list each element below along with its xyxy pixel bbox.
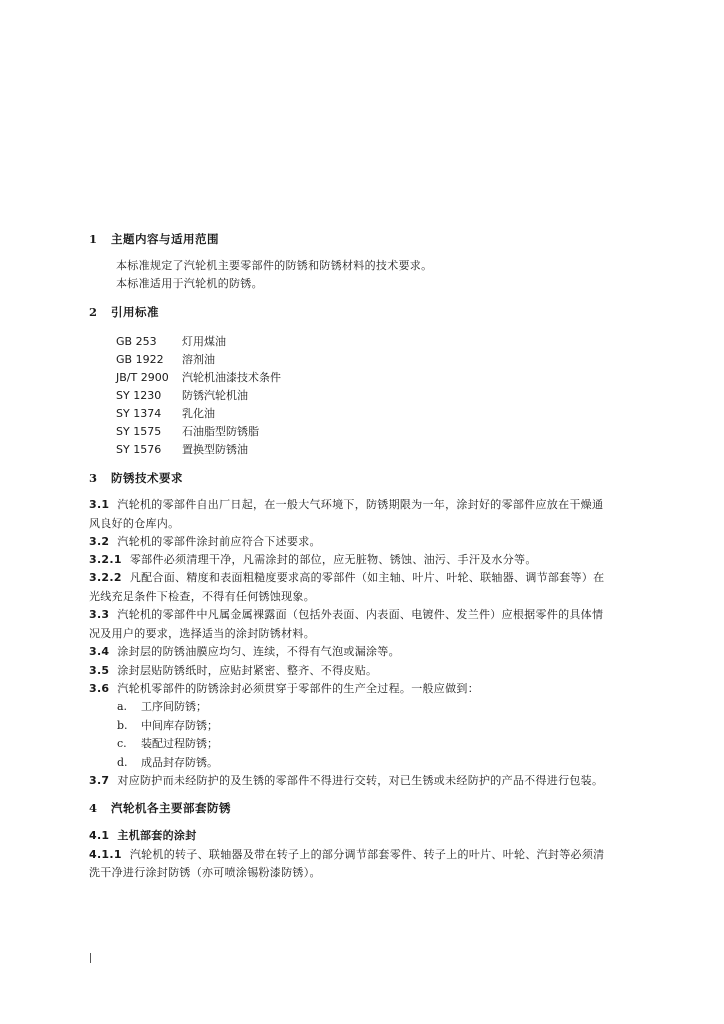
list-item: c. 装配过程防锈；: [117, 737, 218, 750]
clause-3-1-continued: 风良好的仓库内。: [89, 517, 180, 530]
scope-paragraph-1: 本标准规定了汽轮机主要零部件的防锈和防锈材料的技术要求。: [116, 259, 433, 272]
section-heading-2: 2 引用标准: [89, 305, 159, 319]
margin-mark: [90, 953, 91, 963]
clause-4-1: 4.1 主机部套的涂封: [89, 829, 197, 842]
reference-item: SY 1575 石油脂型防锈脂: [116, 425, 259, 438]
scope-paragraph-2: 本标准适用于汽轮机的防锈。: [116, 277, 263, 290]
clause-3-2-1: 3.2.1 零部件必须清理干净，凡需涂封的部位，应无脏物、锈蚀、油污、手汗及水分等。: [89, 553, 537, 566]
clause-3-2: 3.2 汽轮机的零部件涂封前应符合下述要求。: [89, 535, 321, 548]
reference-item: JB/T 2900 汽轮机油漆技术条件: [116, 371, 281, 384]
section-heading-1: 1 主题内容与适用范围: [89, 232, 219, 246]
clause-3-2-2: 3.2.2 凡配合面、精度和表面粗糙度要求高的零部件（如主轴、叶片、叶轮、联轴器、调节部套等）在: [89, 571, 605, 584]
clause-3-6: 3.6 汽轮机零部件的防锈涂封必须贯穿于零部件的生产全过程。一般应做到：: [89, 682, 479, 695]
reference-item: GB 253 灯用煤油: [116, 335, 226, 348]
list-item: a. 工序间防锈；: [117, 700, 207, 713]
reference-item: SY 1230 防锈汽轮机油: [116, 389, 248, 402]
clause-3-3: 3.3 汽轮机的零部件中凡属金属裸露面（包括外表面、内表面、电镀件、发兰件）应根据零件的具体情: [89, 608, 604, 621]
clause-3-7: 3.7 对应防护而未经防护的及生锈的零部件不得进行交转，对已生锈或未经防护的产品不得进行包装。: [89, 774, 604, 787]
reference-item: GB 1922 溶剂油: [116, 353, 215, 366]
clause-3-2-2-continued: 光线充足条件下检查，不得有任何锈蚀现象。: [89, 590, 315, 603]
clause-3-3-continued: 况及用户的要求，选择适当的涂封防锈材料。: [89, 627, 315, 640]
clause-4-1-1-continued: 洗干净进行涂封防锈（亦可喷涂锡粉漆防锈）。: [89, 866, 321, 879]
clause-3-4: 3.4 涂封层的防锈油膜应均匀、连续，不得有气泡或漏涂等。: [89, 645, 400, 658]
list-item: b. 中间库存防锈；: [117, 719, 218, 732]
section-heading-4: 4 汽轮机各主要部套防锈: [89, 801, 231, 815]
reference-item: SY 1374 乳化油: [116, 407, 215, 420]
reference-item: SY 1576 置换型防锈油: [116, 443, 248, 456]
clause-3-5: 3.5 涂封层贴防锈纸时，应贴封紧密、整齐、不得皮贴。: [89, 664, 378, 677]
clause-3-1: 3.1 汽轮机的零部件自出厂日起，在一般大气环境下，防锈期限为一年，涂封好的零部件应放在干燥通: [89, 498, 604, 511]
clause-4-1-1: 4.1.1 汽轮机的转子、联轴器及带在转子上的部分调节部套零件、转子上的叶片、叶轮、汽封等必须清: [89, 848, 605, 861]
list-item: d. 成品封存防锈。: [117, 756, 218, 769]
section-heading-3: 3 防锈技术要求: [89, 471, 183, 485]
